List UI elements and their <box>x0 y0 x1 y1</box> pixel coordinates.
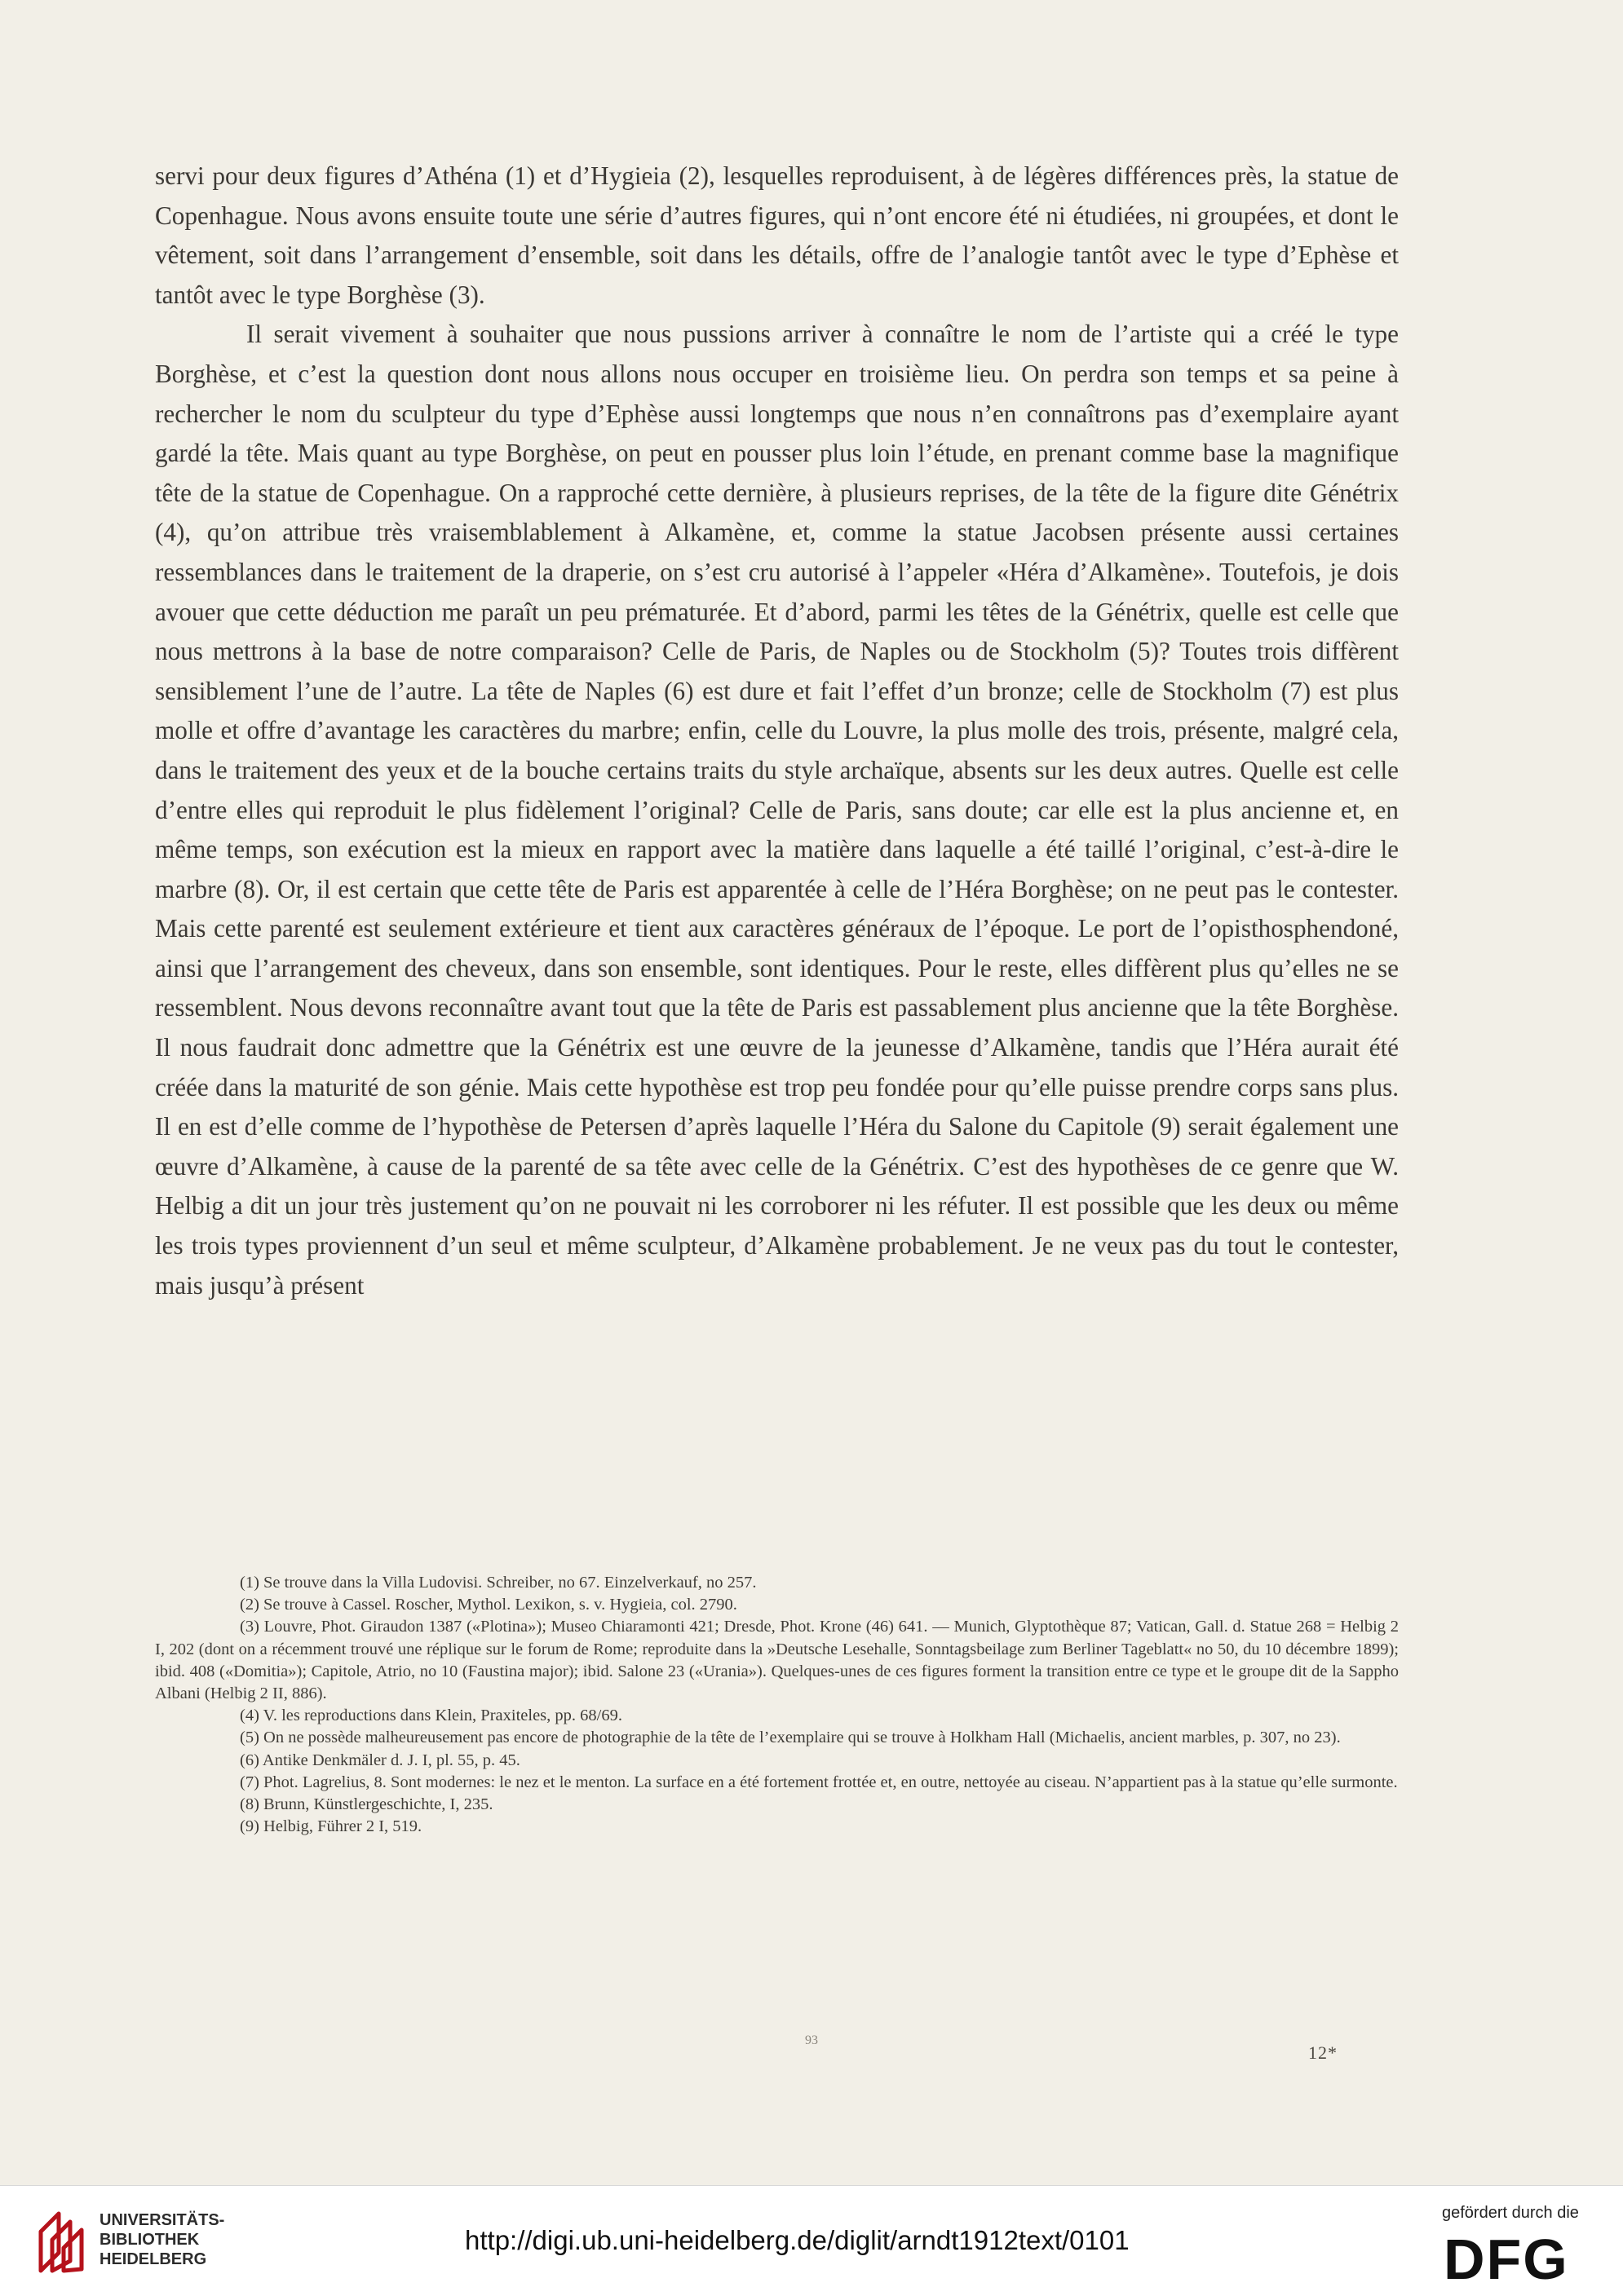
paragraph-2: Il serait vivement à souhaiter que nous pussions arriver à connaître le nom de l’artiste qui a créé le type Borghèse, et c’est la question dont nous allons nous occuper en troisième lieu. On perdra son temps et sa peine à rechercher le nom du sculpteur du type d’Ephèse aussi longtemps que nous n’en connaîtrons pas d’exemplaire ayant gardé la tête. Mais quant au type Borghèse, on peut en pousser plus loin l’étude, en prenant comme base la magnifique tête de la statue de Copenhague. On a rapproché cette dernière, à plusieurs reprises, de la tête de la figure dite Génétrix (4), qu’on attribue très vraisemblablement à Alkamène, et, comme la statue Jacobsen présente aussi certaines ressemblances dans le traitement de la draperie, on s’est cru autorisé à l’appeler «Héra d’Alkamène». Toutefois, je dois avouer que cette déduction me paraît un peu prématurée. Et d’abord, parmi les têtes de la Génétrix, quelle est celle que nous mettrons à la base de notre comparaison? Celle de Paris, de Naples ou de Stockholm (5)? Toutes trois diffèrent sensiblement l’une de l’autre. La tête de Naples (6) est dure et fait l’effet d’un bronze; celle de Stockholm (7) est plus molle et offre d’avantage les caractères du marbre; enfin, celle du Louvre, la plus molle des trois, présente, malgré cela, dans le traitement des yeux et de la bouche certains traits du style archaïque, absents sur les deux autres. Quelle est celle d’entre elles qui reproduit le plus fidèlement l’original? Celle de Paris, sans doute; car elle est la plus ancienne et, en même temps, son exécution est la mieux en rapport avec la matière dans laquelle a été taillé l’original, c’est-à-dire le marbre (8). Or, il est certain que cette tête de Paris est apparentée à celle de l’Héra Borghèse; on ne peut pas le contester. Mais cette parenté est seulement extérieure et tient aux caractères généraux de l’époque. Le port de l’opisthosphendoné, ainsi que l’arrangement des cheveux, dans son ensemble, sont identiques. Pour le reste, elles diffèrent plus qu’elles ne se ressemblent. Nous devons reconnaître avant tout que la tête de Paris est passablement plus ancienne que la tête Borghèse. Il nous faudrait donc admettre que la Génétrix est une œuvre de la jeunesse d’Alkamène, tandis que l’Héra aurait été créée dans la maturité de son génie. Mais cette hypothèse est trop peu fondée pour qu’elle puisse prendre corps sans plus. Il en est d’elle comme de l’hypothèse de Petersen d’après laquelle l’Héra du Salone du Capitole (9) serait également une œuvre d’Alkamène, à cause de la parenté de sa tête avec celle de la Génétrix. C’est des hypothèses de ce genre que W. Helbig a dit un jour très justement qu’on ne pouvait ni les corroborer ni les réfuter. Il est possible que les deux ou même les trois types proviennent d’un seul et même sculpteur, d’Alkamène probablement. Je ne veux pas du tout le contester, mais jusqu’à présent <box>155 320 1399 1300</box>
dfg-logo[interactable]: DFG <box>1444 2228 1569 2291</box>
library-name-line-1: UNIVERSITÄTS- <box>100 2211 225 2229</box>
paragraph-1: servi pour deux figures d’Athéna (1) et d’Hygieia (2), lesquelles reproduisent, à de légères différences près, la statue de Copenhague. Nous avons ensuite toute une série d’autres figures, qui n’ont encore été ni étudiées, ni groupées, et dont le vêtement, soit dans l’arrangement d’ensemble, soit dans les détails, offre de l’analogie tantôt avec le type d’Ephèse et tantôt avec le type Borghèse (3). <box>155 161 1399 309</box>
footnote-6: (6) Antike Denkmäler d. J. I, pl. 55, p. 45. <box>240 1751 520 1769</box>
footnote-7: (7) Phot. Lagrelius, 8. Sont modernes: le nez et le menton. La surface en a été fortement frottée et, en outre, nettoyée au ciseau. N’appartient pas à la statue qu’elle surmonte. <box>240 1773 1398 1791</box>
footnote-3: (3) Louvre, Phot. Giraudon 1387 («Plotina»); Museo Chiaramonti 421; Dresde, Phot. Krone (46) 641. — Munich, Glyptothèque 87; Vatican, Gall. d. Statue 268 = Helbig 2 I, 202 (dont on a récemment trouvé une réplique sur le forum de Rome; reproduite dans la »Deutsche Lesehalle, Sonntagsbeilage zum Berliner Tageblatt« no 50, du 10 décembre 1899); ibid. 408 («Domitia»); Capitole, Atrio, no 10 (Faustina major); ibid. Salone 23 («Urania»). Quelques-unes de ces figures forment la transition entre ce type et le groupe dit de la Sappho Albani (Helbig 2 II, 886). <box>155 1618 1399 1703</box>
footnotes <box>155 1572 1399 1838</box>
footnote-8: (8) Brunn, Künstlergeschichte, I, 235. <box>240 1795 493 1814</box>
footnote-5: (5) On ne possède malheureusement pas encore de photographie de la tête de l’exemplaire qui se trouve à Holkham Hall (Michaelis, ancient marbles, p. 307, no 23). <box>240 1729 1341 1747</box>
sheet-signature: 12* <box>1308 2042 1338 2063</box>
footnote-1: (1) Se trouve dans la Villa Ludovisi. Schreiber, no 67. Einzelverkauf, no 257. <box>240 1574 757 1592</box>
library-name-line-2: BIBLIOTHEK <box>100 2231 200 2249</box>
university-library-logo-icon[interactable] <box>34 2207 91 2274</box>
footnote-9: (9) Helbig, Führer 2 I, 519. <box>240 1817 422 1836</box>
main-text <box>155 157 1399 1305</box>
library-name-line-3: HEIDELBERG <box>100 2250 207 2268</box>
page-number: 93 <box>805 2033 818 2047</box>
university-library-name[interactable] <box>100 2210 224 2269</box>
footnote-4: (4) V. les reproductions dans Klein, Praxiteles, pp. 68/69. <box>240 1707 622 1725</box>
viewer-footer <box>0 2185 1623 2296</box>
permalink-url[interactable]: http://digi.ub.uni-heidelberg.de/diglit/arndt1912text/0101 <box>465 2225 1130 2255</box>
sponsor-label: gefördert durch die <box>1442 2204 1579 2222</box>
footnote-2: (2) Se trouve à Cassel. Roscher, Mythol. Lexikon, s. v. Hygieia, col. 2790. <box>240 1596 737 1614</box>
